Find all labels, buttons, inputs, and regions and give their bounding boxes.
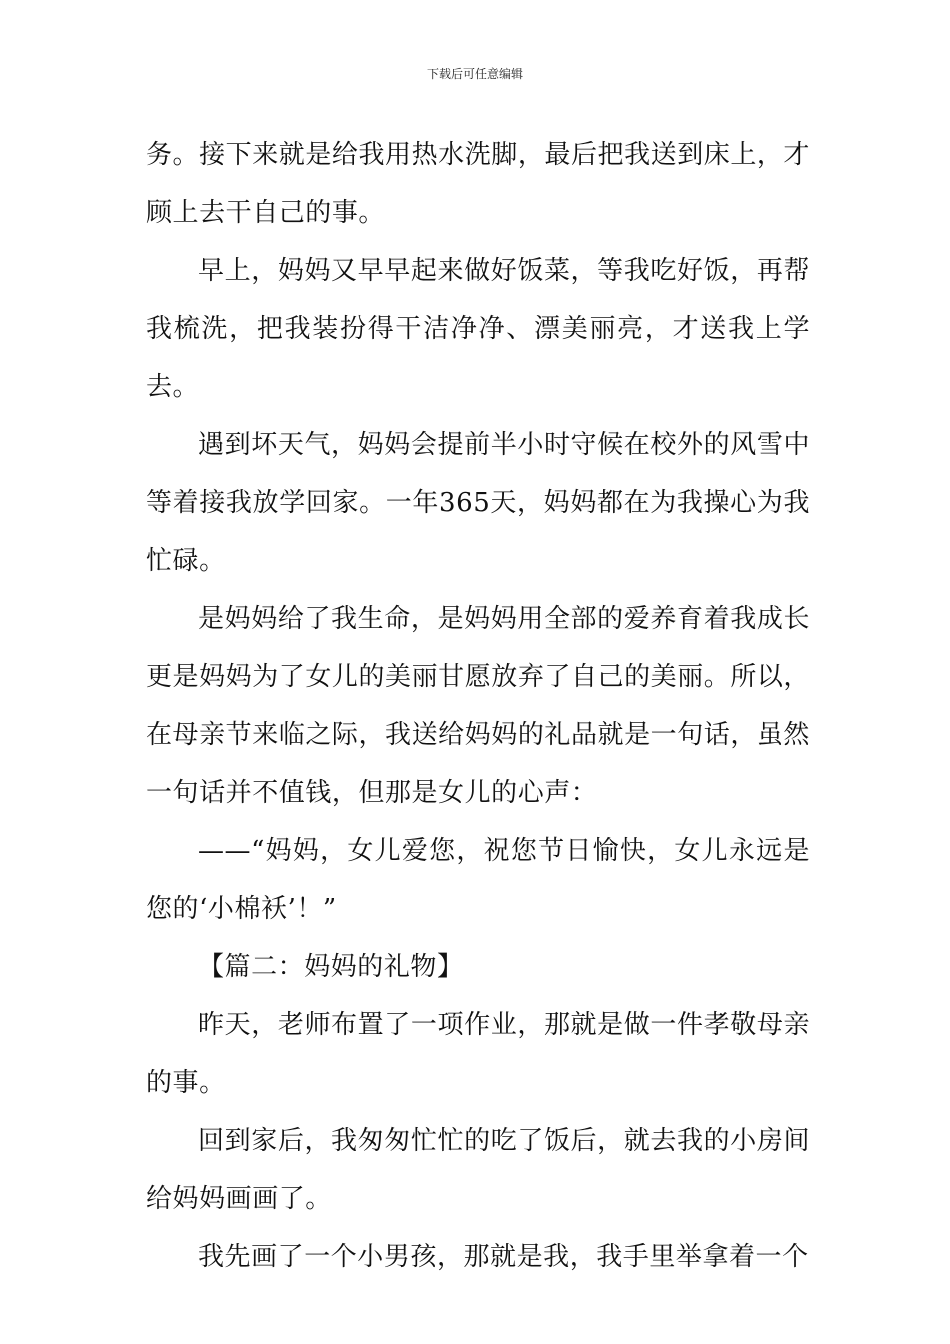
paragraph: 是妈妈给了我生命，是妈妈用全部的爱养育着我成长更是妈妈为了女儿的美丽甘愿放弃了自己的美丽。所以，在母亲节来临之际，我送给妈妈的礼品就是一句话，虽然一句话并不值钱，但那是女儿的心声： — [146, 604, 810, 808]
paragraph-quote: ——“妈妈，女儿爱您，祝您节日愉快，女儿永远是您的‘小棉袄’！” — [146, 836, 810, 924]
paragraph: 早上，妈妈又早早起来做好饭菜，等我吃好饭，再帮我梳洗，把我装扮得干洁净净、漂美丽亮，才送我上学去。 — [146, 256, 810, 402]
paragraph: 回到家后，我匆匆忙忙的吃了饭后，就去我的小房间给妈妈画画了。 — [146, 1126, 810, 1214]
paragraph: 务。接下来就是给我用热水洗脚，最后把我送到床上，才顾上去干自己的事。 — [146, 140, 810, 228]
document-body — [146, 126, 810, 1286]
section-heading: 【篇二：妈妈的礼物】 — [198, 952, 464, 982]
paragraph: 昨天，老师布置了一项作业，那就是做一件孝敬母亲的事。 — [146, 1010, 810, 1098]
page-header: 下载后可任意编辑 — [426, 67, 523, 81]
paragraph: 我先画了一个小男孩，那就是我，我手里举拿着一个 — [198, 1242, 809, 1272]
paragraph: 遇到坏天气，妈妈会提前半小时守候在校外的风雪中等着接我放学回家。一年365天，妈妈都在为我操心为我忙碌。 — [146, 430, 810, 576]
